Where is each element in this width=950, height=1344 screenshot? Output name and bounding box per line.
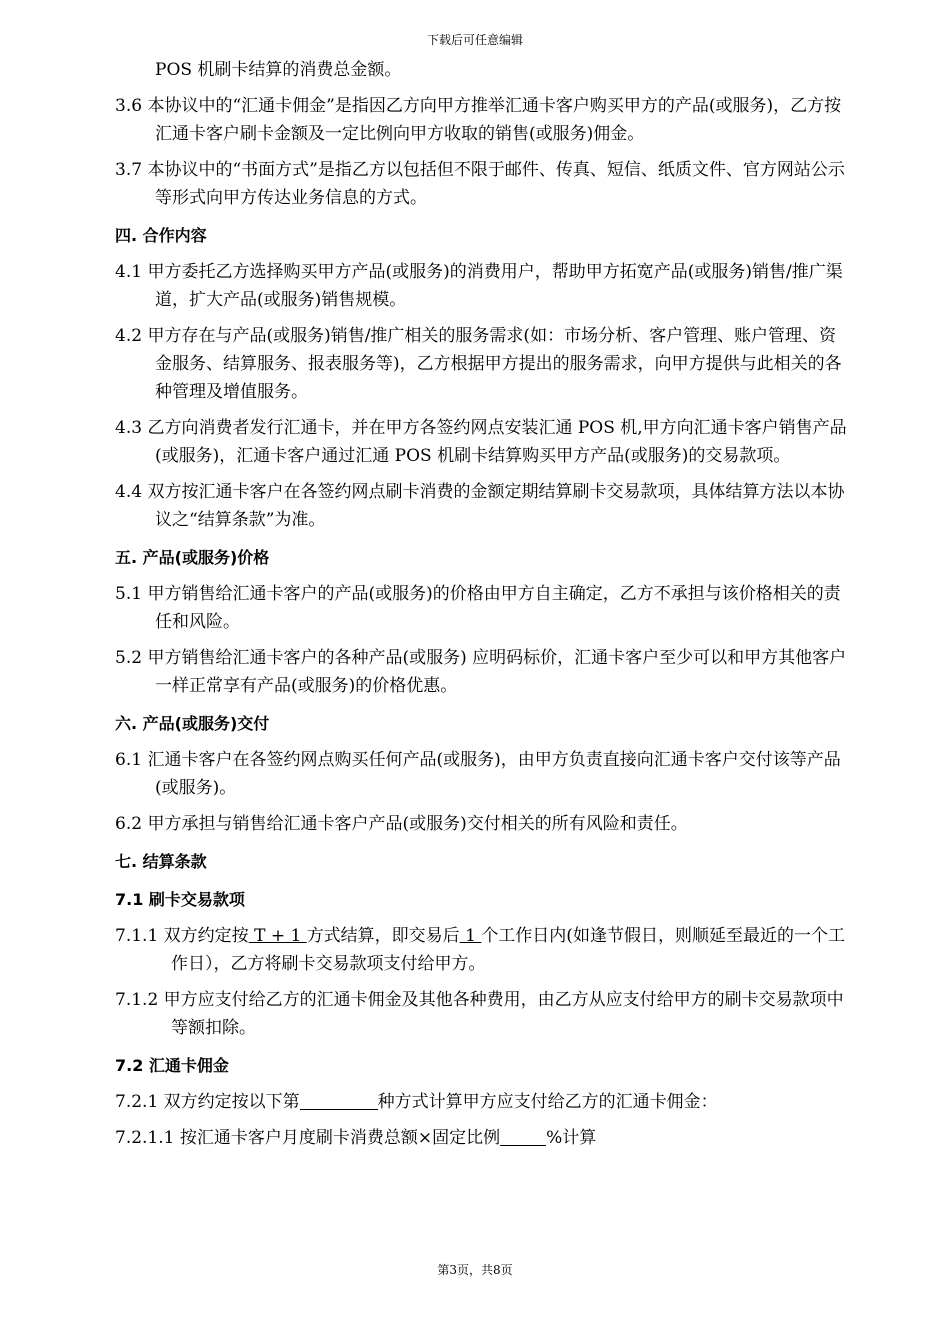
clause-text: 方式结算，即交易后 (306, 926, 460, 946)
paragraph-7-2-1-1 (115, 1124, 850, 1152)
paragraph-3-5-tail: POS 机刷卡结算的消费总金额。 (155, 60, 402, 80)
clause-text: 7.2.1 双方约定按以下第 (115, 1092, 300, 1112)
paragraph-5-2: 5.2 甲方销售给汇通卡客户的各种产品(或服务) 应明码标价，汇通卡客户至少可以和甲方其他客户一样正常享有产品(或服务)的价格优惠。 (115, 648, 847, 696)
subsection-heading-7-2: 7.2 汇通卡佣金 (115, 1056, 229, 1075)
clause-text: 7.2.1.1 按汇通卡客户月度刷卡消费总额×固定比例 (115, 1128, 501, 1148)
section-heading-6: 六. 产品(或服务)交付 (115, 714, 270, 733)
section-heading-5: 五. 产品(或服务)价格 (115, 548, 270, 567)
page-header: 下载后可任意编辑 (426, 33, 523, 47)
section-heading-7: 七. 结算条款 (115, 852, 207, 871)
paragraph-6-1: 6.1 汇通卡客户在各签约网点购买任何产品(或服务)，由甲方负责直接向汇通卡客户交付该等产品(或服务)。 (115, 750, 841, 798)
clause-text: %计算 (546, 1128, 597, 1148)
document-body (115, 56, 850, 1152)
clause-text: 个工作日内(如逢节假日，则顺延至最近的一个工作日），乙方将刷卡交易款项支付给甲方。 (171, 926, 845, 974)
subsection-heading-7-1: 7.1 刷卡交易款项 (115, 890, 245, 909)
section-heading-4: 四. 合作内容 (115, 226, 207, 245)
page-footer: 第3页，共8页 (437, 1263, 513, 1277)
clause-text: 种方式计算甲方应支付给乙方的汇通卡佣金： (377, 1092, 718, 1112)
paragraph-4-4: 4.4 双方按汇通卡客户在各签约网点刷卡消费的金额定期结算刷卡交易款项，具体结算方法以本协议之“结算条款”为准。 (115, 482, 845, 530)
settlement-days-field: 1 (459, 926, 482, 946)
paragraph-6-2: 6.2 甲方承担与销售给汇通卡客户产品(或服务)交付相关的所有风险和责任。 (115, 814, 688, 834)
method-number-blank (300, 1091, 378, 1110)
paragraph-7-1-1 (115, 922, 850, 978)
settlement-term-field: T + 1 (248, 926, 307, 946)
paragraph-5-1: 5.1 甲方销售给汇通卡客户的产品(或服务)的价格由甲方自主确定，乙方不承担与该价格相关的责任和风险。 (115, 584, 841, 632)
paragraph-7-2-1 (115, 1088, 850, 1116)
paragraph-3-6: 3.6 本协议中的“汇通卡佣金”是指因乙方向甲方推举汇通卡客户购买甲方的产品(或服务)，乙方按汇通卡客户刷卡金额及一定比例向甲方收取的销售(或服务)佣金。 (115, 96, 842, 144)
paragraph-4-3: 4.3 乙方向消费者发行汇通卡，并在甲方各签约网点安装汇通 POS 机,甲方向汇通卡客户销售产品(或服务)，汇通卡客户通过汇通 POS 机刷卡结算购买甲方产品(或服务)的交易款项。 (115, 418, 847, 466)
paragraph-3-7: 3.7 本协议中的“书面方式”是指乙方以包括但不限于邮件、传真、短信、纸质文件、官方网站公示等形式向甲方传达业务信息的方式。 (115, 160, 845, 208)
paragraph-4-1: 4.1 甲方委托乙方选择购买甲方产品(或服务)的消费用户，帮助甲方拓宽产品(或服务)销售/推广渠道，扩大产品(或服务)销售规模。 (115, 262, 843, 310)
paragraph-7-1-2: 7.1.2 甲方应支付给乙方的汇通卡佣金及其他各种费用，由乙方从应支付给甲方的刷卡交易款项中等额扣除。 (115, 990, 844, 1038)
clause-text: 7.1.1 双方约定按 (115, 926, 249, 946)
paragraph-4-2: 4.2 甲方存在与产品(或服务)销售/推广相关的服务需求(如：市场分析、客户管理、账户管理、资金服务、结算服务、报表服务等)，乙方根据甲方提出的服务需求，向甲方提供与此相关的各种管理及增值服务。 (115, 326, 842, 402)
fixed-ratio-blank (500, 1127, 546, 1146)
